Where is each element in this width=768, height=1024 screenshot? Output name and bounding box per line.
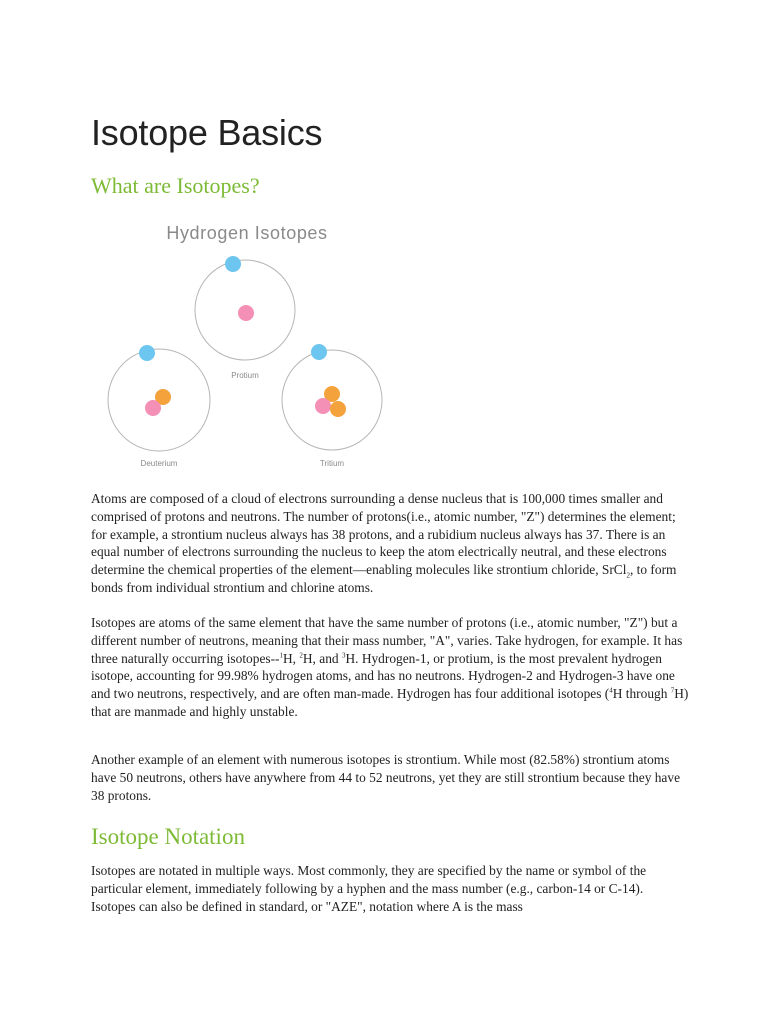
p2-text-c: H, and	[302, 650, 342, 666]
p2-sup-4: 4	[609, 686, 613, 695]
deuterium-proton	[145, 400, 161, 416]
tritium-proton	[315, 398, 331, 414]
subscript-2: 2	[626, 571, 630, 580]
tritium-electron	[311, 344, 327, 360]
paragraph-atoms-text-b: , to form bonds from individual strontium and chlorine atoms.	[91, 562, 677, 595]
protium-electron	[225, 256, 241, 272]
p2-text-e: H through	[612, 686, 671, 702]
paragraph-atoms-text-a: Atoms are composed of a cloud of electrons surrounding a dense nucleus that is 100,000 times smaller and comprised of protons and neutrons. The number of protons(i.e., atomic number, "Z") determines the element; for example, a strontium nucleus always has 38 protons, and a rubidium nucleus always has 37. There is an equal number of electrons surrounding the nucleus to keep the atom electrically neutral, and these electrons determine the chemical properties of the element—enabling molecules like strontium chloride, SrCl	[91, 491, 676, 578]
protium-proton	[238, 305, 254, 321]
p2-sup-3: 3	[341, 651, 346, 660]
tritium-neutron-2	[330, 401, 346, 417]
paragraph-atoms	[91, 490, 691, 597]
figure-title: Hydrogen Isotopes	[166, 223, 328, 243]
tritium-label: Tritium	[319, 459, 345, 468]
p2-sup-1: 1	[279, 651, 284, 660]
p2-text-a: Isotopes are atoms of the same element that have the same number of protons (i.e., atomic number, "Z") but a different number of neutrons, meaning that their mass number, "A", varies. Take hydrogen, for example. It has three naturally occurring isotopes--	[91, 615, 683, 666]
deuterium-electron	[139, 345, 155, 361]
page-title: Isotope Basics	[91, 112, 323, 153]
section-heading-isotope-notation: Isotope Notation	[91, 824, 245, 849]
p2-text-b: H,	[283, 650, 300, 666]
protium-label: Protium	[231, 371, 259, 380]
p2-sup-7: 7	[670, 686, 675, 695]
p2-text-d: H. Hydrogen-1, or protium, is the most prevalent hydrogen isotope, accounting for 99.98% hydrogen atoms, and has no neutrons. Hydrogen-2 and Hydrogen-3 have one and two neutrons, respectively, and are often man-made. Hydrogen has four additional isotopes (	[91, 650, 675, 702]
section-heading-what-are-isotopes: What are Isotopes?	[91, 173, 260, 198]
p2-text-f: H) that are manmade and highly unstable.	[91, 686, 689, 719]
paragraph-isotope-notation: Isotopes are notated in multiple ways. Most commonly, they are specified by the name or symbol of the particular element, immediately following by a hyphen and the mass number (e.g., carbon-14 or C-14). Isotopes can also be defined in standard, or "AZE", notation where A is the mass	[91, 863, 647, 914]
deuterium-label: Deuterium	[140, 459, 178, 468]
paragraph-isotopes-definition	[91, 614, 691, 721]
hydrogen-isotopes-figure	[91, 210, 401, 475]
paragraph-strontium-example: Another example of an element with numerous isotopes is strontium. While most (82.58%) strontium atoms have 50 neutrons, others have anywhere from 44 to 52 neutrons, yet they are still strontium because they have 38 protons.	[91, 752, 681, 803]
p2-sup-2: 2	[299, 651, 303, 660]
